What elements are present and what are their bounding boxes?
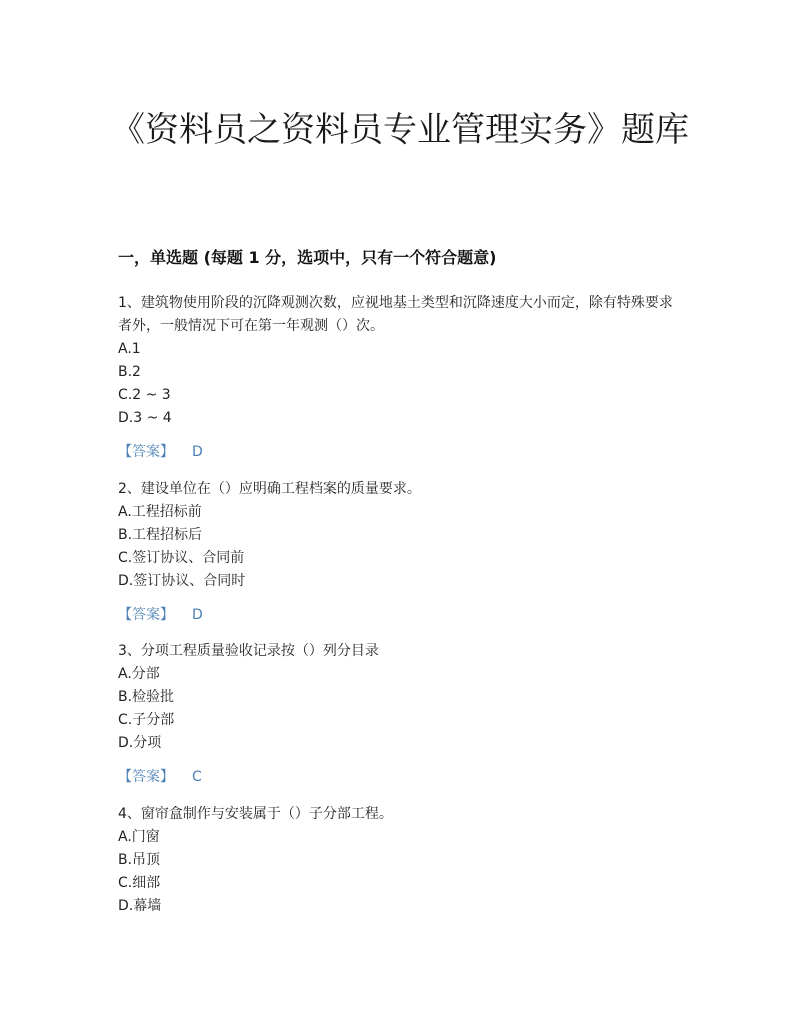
answer-1 — [118, 441, 203, 463]
option-c: C.子分部 — [118, 712, 175, 728]
option-b: B.2 — [118, 364, 141, 380]
question-stem: 2、建设单位在（）应明确工程档案的质量要求。 — [118, 481, 421, 497]
option-b: B.检验批 — [118, 689, 175, 705]
option-b: B.吊顶 — [118, 852, 161, 868]
option-a: A.分部 — [118, 666, 160, 682]
answer-value: D — [192, 444, 203, 460]
question-2 — [118, 478, 678, 593]
question-3 — [118, 640, 678, 755]
option-d: D.签订协议、合同时 — [118, 573, 246, 589]
option-a: A.门窗 — [118, 829, 160, 845]
option-d: D.3 ~ 4 — [118, 410, 172, 426]
question-4 — [118, 803, 678, 918]
answer-label: 【答案】 — [118, 769, 174, 785]
option-d: D.幕墙 — [118, 898, 162, 914]
question-stem: 3、分项工程质量验收记录按（）列分目录 — [118, 643, 379, 659]
option-a: A.1 — [118, 341, 141, 357]
answer-value: C — [192, 769, 202, 785]
answer-2 — [118, 604, 203, 626]
answer-label: 【答案】 — [118, 444, 174, 460]
section-heading: 一，单选题 (每题 1 分，选项中，只有一个符合题意) — [118, 248, 497, 267]
answer-label: 【答案】 — [118, 607, 174, 623]
document-title: 《资料员之资料员专业管理实务》题库 — [111, 110, 689, 150]
option-a: A.工程招标前 — [118, 504, 202, 520]
answer-3 — [118, 766, 202, 788]
option-c: C.2 ~ 3 — [118, 387, 171, 403]
option-c: C.签订协议、合同前 — [118, 550, 245, 566]
option-d: D.分项 — [118, 735, 162, 751]
answer-value: D — [192, 607, 203, 623]
option-b: B.工程招标后 — [118, 527, 203, 543]
option-c: C.细部 — [118, 875, 161, 891]
question-stem: 1、建筑物使用阶段的沉降观测次数，应视地基土类型和沉降速度大小而定，除有特殊要求者外，一般情况下可在第一年观测（）次。 — [118, 295, 673, 334]
question-1 — [118, 292, 678, 430]
question-stem: 4、窗帘盒制作与安装属于（）子分部工程。 — [118, 806, 393, 822]
